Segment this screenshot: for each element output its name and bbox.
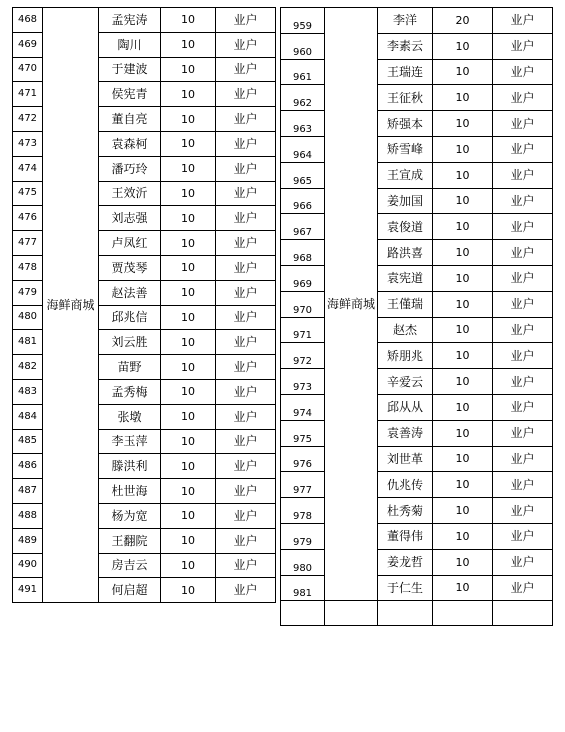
table-row [281,549,553,575]
row-number: 963 [281,111,325,137]
person-name: 路洪喜 [378,240,433,266]
group-cell: 海鲜商城 [43,8,99,603]
row-number: 979 [281,523,325,549]
quantity: 10 [433,369,493,395]
person-name: 于建波 [99,57,161,82]
person-name: 王效沂 [99,181,161,206]
row-number: 977 [281,472,325,498]
row-number: 964 [281,136,325,162]
person-name: 杜秀菊 [378,498,433,524]
row-number: 976 [281,446,325,472]
row-number: 471 [13,82,43,107]
quantity: 10 [433,136,493,162]
row-number: 962 [281,85,325,111]
row-number: 961 [281,59,325,85]
person-name: 孟秀梅 [99,379,161,404]
category: 业户 [216,206,276,231]
quantity: 10 [161,231,216,256]
quantity: 10 [161,528,216,553]
category: 业户 [216,503,276,528]
person-name: 杜世海 [99,479,161,504]
category: 业户 [493,111,553,137]
empty-cell [281,601,325,626]
quantity: 10 [161,32,216,57]
person-name: 房吉云 [99,553,161,578]
row-number: 966 [281,188,325,214]
person-name: 潘巧玲 [99,156,161,181]
category: 业户 [493,420,553,446]
quantity: 10 [433,523,493,549]
quantity: 10 [161,181,216,206]
empty-cell [433,601,493,626]
right-roster-table [280,7,553,626]
category: 业户 [493,33,553,59]
category: 业户 [493,291,553,317]
quantity: 10 [433,111,493,137]
row-number: 473 [13,131,43,156]
person-name: 孟宪涛 [99,8,161,33]
quantity: 10 [161,8,216,33]
category: 业户 [216,479,276,504]
category: 业户 [493,498,553,524]
person-name: 袁善涛 [378,420,433,446]
category: 业户 [493,343,553,369]
person-name: 张墩 [99,404,161,429]
category: 业户 [493,136,553,162]
empty-cell [325,601,378,626]
person-name: 王僅瑞 [378,291,433,317]
category: 业户 [493,549,553,575]
row-number: 480 [13,305,43,330]
table-row [13,8,276,33]
person-name: 邱从从 [378,394,433,420]
quantity: 10 [161,57,216,82]
quantity: 10 [161,379,216,404]
table-row [281,59,553,85]
row-number: 971 [281,317,325,343]
quantity: 10 [161,355,216,380]
person-name: 董得伟 [378,523,433,549]
quantity: 10 [161,553,216,578]
row-number: 960 [281,33,325,59]
category: 业户 [493,394,553,420]
quantity: 10 [161,429,216,454]
category: 业户 [216,82,276,107]
quantity: 10 [161,206,216,231]
quantity: 10 [433,291,493,317]
category: 业户 [493,214,553,240]
quantity: 10 [433,214,493,240]
category: 业户 [493,85,553,111]
person-name: 滕洪利 [99,454,161,479]
person-name: 苗野 [99,355,161,380]
category: 业户 [216,454,276,479]
person-name: 陶川 [99,32,161,57]
table-row [281,369,553,395]
quantity: 10 [161,82,216,107]
table-row [281,8,553,34]
category: 业户 [216,379,276,404]
category: 业户 [216,578,276,603]
person-name: 袁宪道 [378,265,433,291]
table-row [281,136,553,162]
person-name: 王宣成 [378,162,433,188]
category: 业户 [216,255,276,280]
person-name: 仇兆传 [378,472,433,498]
category: 业户 [493,523,553,549]
table-row [281,472,553,498]
quantity: 10 [161,404,216,429]
person-name: 刘世革 [378,446,433,472]
row-number: 477 [13,231,43,256]
category: 业户 [493,188,553,214]
row-number: 486 [13,454,43,479]
row-number: 475 [13,181,43,206]
row-number: 980 [281,549,325,575]
quantity: 10 [433,446,493,472]
row-number: 469 [13,32,43,57]
person-name: 姜龙哲 [378,549,433,575]
quantity: 20 [433,8,493,34]
quantity: 10 [433,549,493,575]
person-name: 何启超 [99,578,161,603]
category: 业户 [493,8,553,34]
person-name: 王翻院 [99,528,161,553]
row-number: 968 [281,240,325,266]
category: 业户 [216,156,276,181]
row-number: 491 [13,578,43,603]
left-roster-table [12,7,276,603]
row-number: 959 [281,8,325,34]
person-name: 袁森柯 [99,131,161,156]
category: 业户 [493,265,553,291]
person-name: 于仁生 [378,575,433,601]
person-name: 矫雪峰 [378,136,433,162]
category: 业户 [216,131,276,156]
row-number: 975 [281,420,325,446]
person-name: 袁俊道 [378,214,433,240]
quantity: 10 [433,472,493,498]
person-name: 姜加国 [378,188,433,214]
quantity: 10 [161,578,216,603]
quantity: 10 [433,575,493,601]
category: 业户 [216,231,276,256]
person-name: 卢凤红 [99,231,161,256]
table-row [281,85,553,111]
person-name: 赵杰 [378,317,433,343]
category: 业户 [216,32,276,57]
quantity: 10 [433,317,493,343]
table-row [281,420,553,446]
table-row [281,214,553,240]
person-name: 矫朋兆 [378,343,433,369]
table-row [281,162,553,188]
row-number: 485 [13,429,43,454]
category: 业户 [216,280,276,305]
row-number: 490 [13,553,43,578]
table-row [281,111,553,137]
table-row [281,317,553,343]
category: 业户 [216,181,276,206]
category: 业户 [216,305,276,330]
table-row [281,343,553,369]
quantity: 10 [433,33,493,59]
person-name: 侯宪青 [99,82,161,107]
person-name: 董自亮 [99,107,161,132]
quantity: 10 [433,162,493,188]
quantity: 10 [161,305,216,330]
row-number: 472 [13,107,43,132]
category: 业户 [493,369,553,395]
table-row [281,446,553,472]
person-name: 贾茂琴 [99,255,161,280]
quantity: 10 [433,85,493,111]
quantity: 10 [433,188,493,214]
category: 业户 [216,57,276,82]
quantity: 10 [161,156,216,181]
row-number: 489 [13,528,43,553]
quantity: 10 [161,255,216,280]
empty-cell [378,601,433,626]
quantity: 10 [433,420,493,446]
row-number: 965 [281,162,325,188]
group-cell: 海鲜商城 [325,8,378,601]
quantity: 10 [433,265,493,291]
person-name: 矫强本 [378,111,433,137]
row-number: 474 [13,156,43,181]
table-row [281,291,553,317]
row-number: 470 [13,57,43,82]
row-number: 479 [13,280,43,305]
quantity: 10 [433,240,493,266]
category: 业户 [493,162,553,188]
row-number: 973 [281,369,325,395]
table-row [281,33,553,59]
category: 业户 [216,355,276,380]
person-name: 李洋 [378,8,433,34]
person-name: 赵法善 [99,280,161,305]
quantity: 10 [161,454,216,479]
table-row [281,394,553,420]
quantity: 10 [161,131,216,156]
quantity: 10 [161,503,216,528]
category: 业户 [493,59,553,85]
category: 业户 [216,330,276,355]
table-row [281,265,553,291]
person-name: 邱兆信 [99,305,161,330]
row-number: 488 [13,503,43,528]
row-number: 481 [13,330,43,355]
category: 业户 [493,472,553,498]
row-number: 978 [281,498,325,524]
quantity: 10 [433,59,493,85]
category: 业户 [216,404,276,429]
category: 业户 [493,575,553,601]
row-number: 487 [13,479,43,504]
row-number: 483 [13,379,43,404]
row-number: 967 [281,214,325,240]
table-row [281,523,553,549]
category: 业户 [216,107,276,132]
category: 业户 [216,8,276,33]
empty-row [281,601,553,626]
quantity: 10 [161,479,216,504]
table-row [281,188,553,214]
row-number: 484 [13,404,43,429]
row-number: 969 [281,265,325,291]
person-name: 辛爱云 [378,369,433,395]
quantity: 10 [161,280,216,305]
category: 业户 [216,528,276,553]
row-number: 981 [281,575,325,601]
category: 业户 [493,317,553,343]
row-number: 478 [13,255,43,280]
person-name: 杨为宽 [99,503,161,528]
person-name: 李素云 [378,33,433,59]
row-number: 468 [13,8,43,33]
person-name: 王瑞连 [378,59,433,85]
category: 业户 [216,429,276,454]
category: 业户 [216,553,276,578]
quantity: 10 [161,107,216,132]
empty-cell [493,601,553,626]
quantity: 10 [433,343,493,369]
person-name: 刘志强 [99,206,161,231]
person-name: 王征秋 [378,85,433,111]
quantity: 10 [433,394,493,420]
table-row [281,240,553,266]
person-name: 李玉萍 [99,429,161,454]
category: 业户 [493,240,553,266]
table-row [281,498,553,524]
table-row [281,575,553,601]
category: 业户 [493,446,553,472]
row-number: 972 [281,343,325,369]
person-name: 刘云胜 [99,330,161,355]
row-number: 482 [13,355,43,380]
row-number: 970 [281,291,325,317]
row-number: 476 [13,206,43,231]
quantity: 10 [433,498,493,524]
row-number: 974 [281,394,325,420]
quantity: 10 [161,330,216,355]
